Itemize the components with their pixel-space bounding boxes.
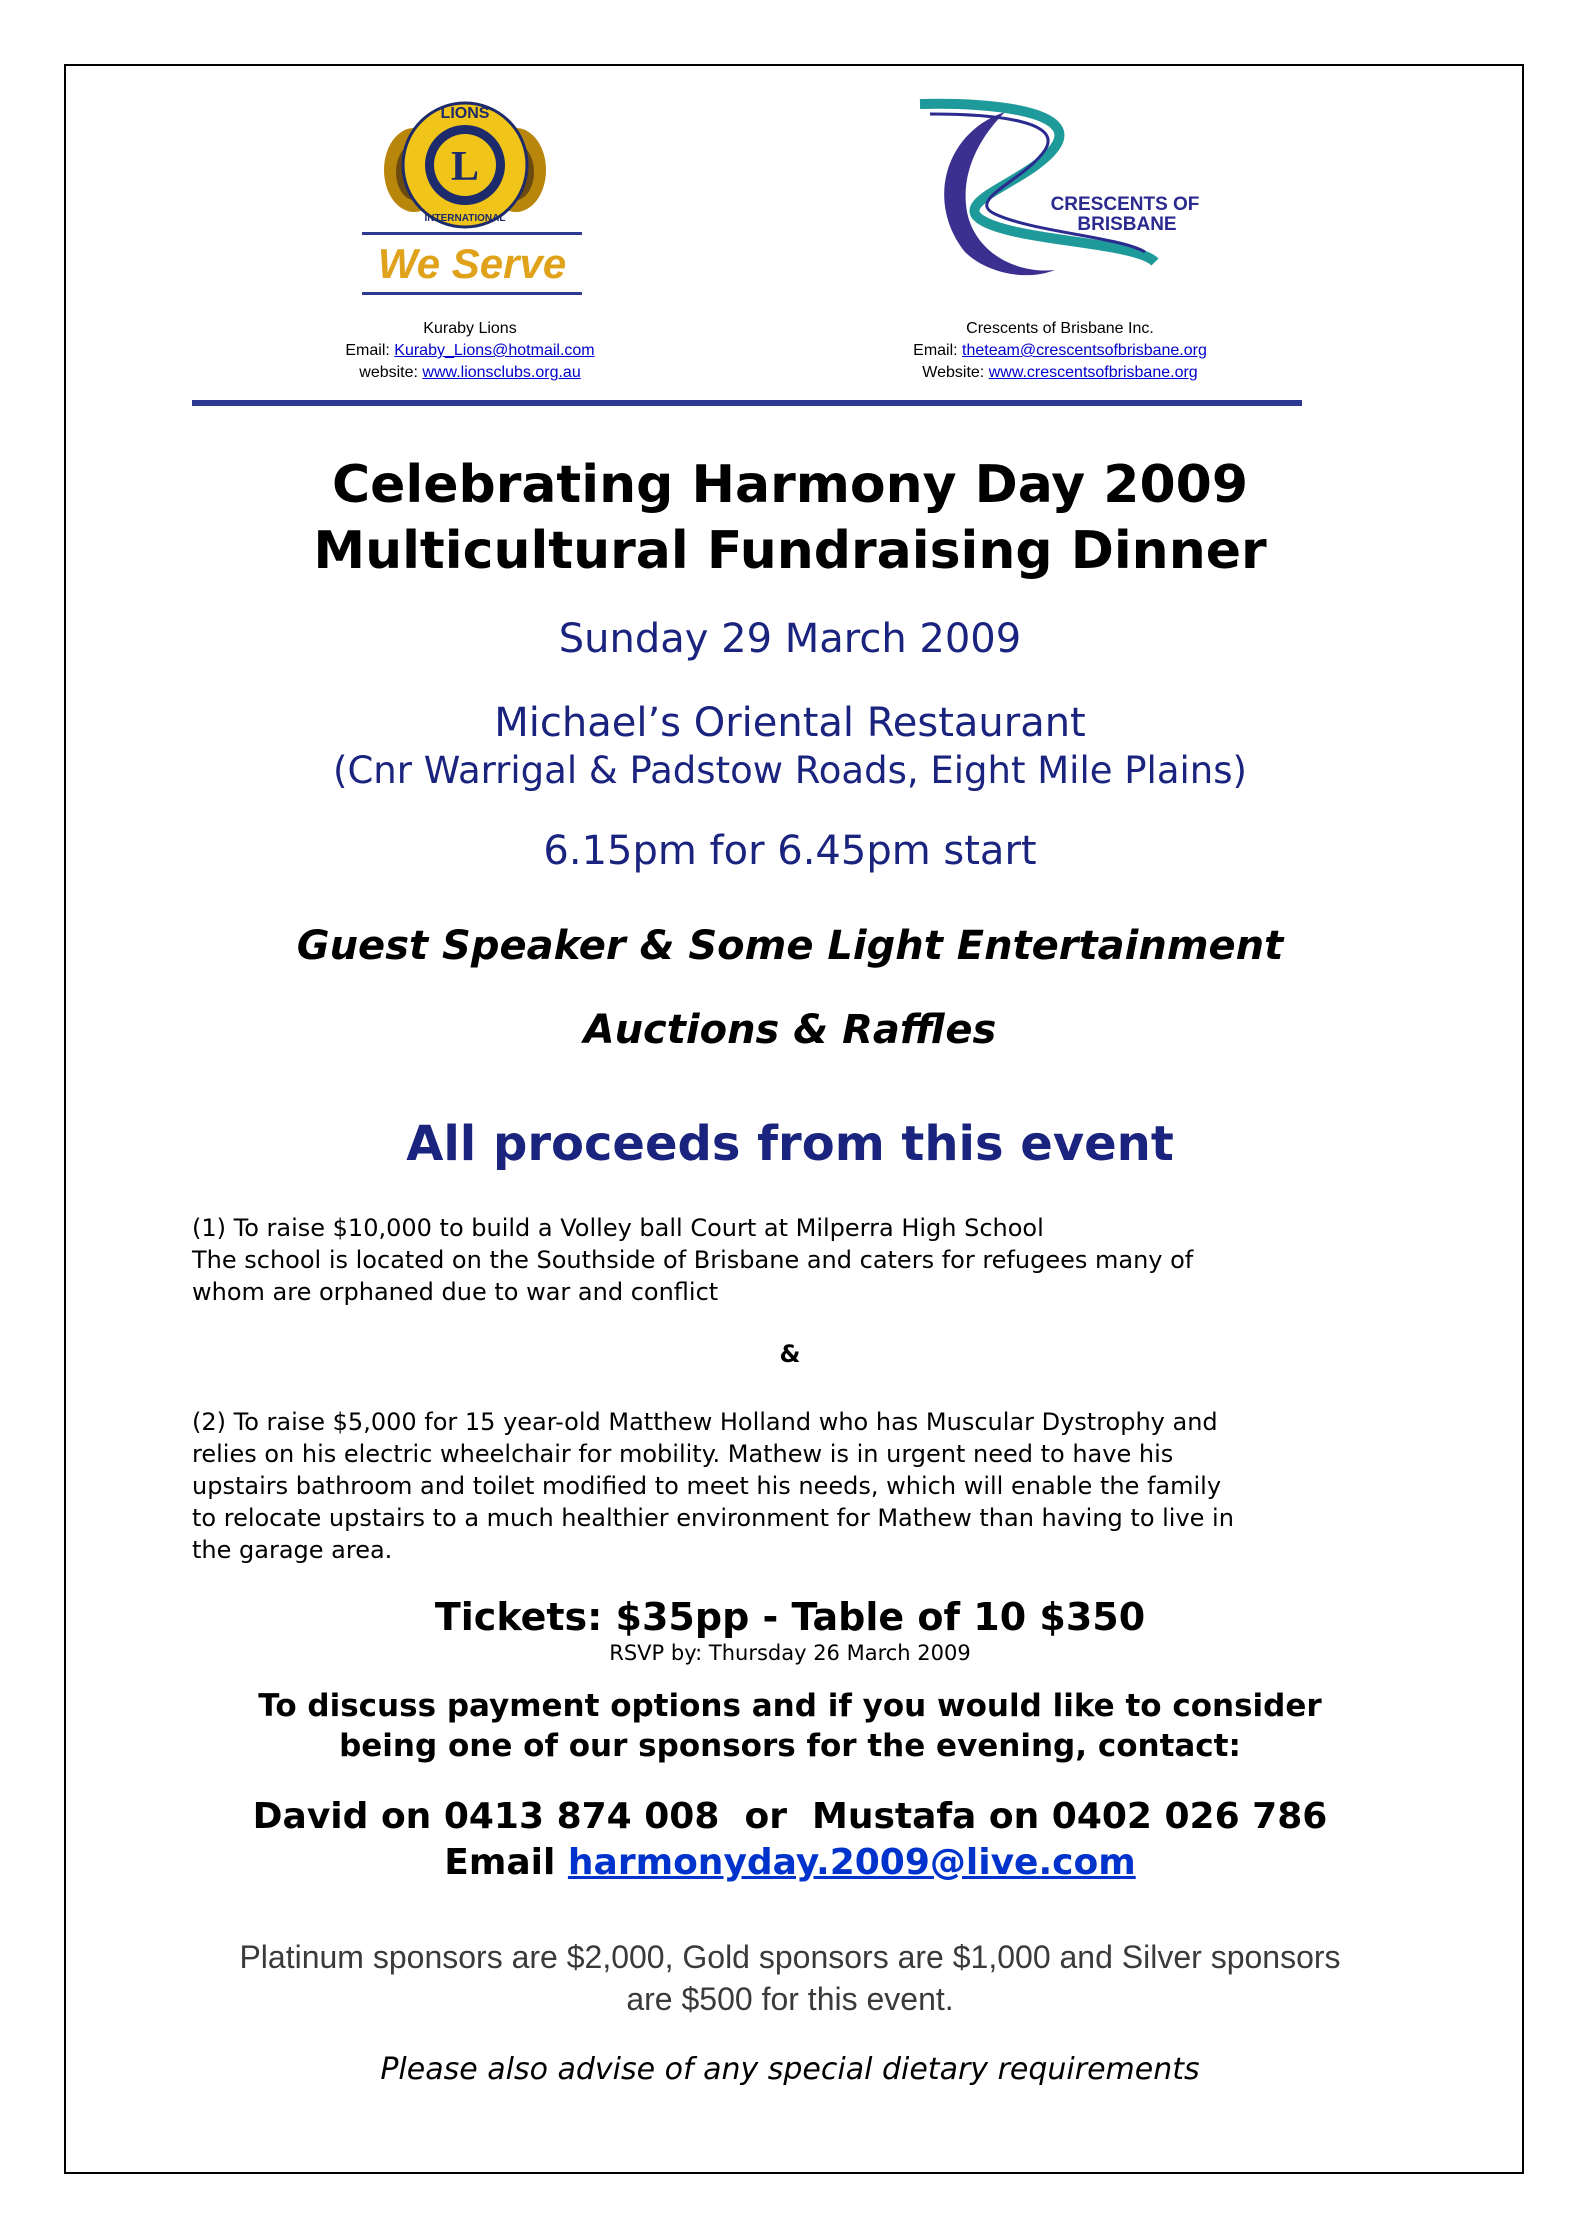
contact-phones: David on 0413 874 008 or Mustafa on 0402 026 786 [252,1796,1328,1837]
crescents-email-link[interactable]: theteam@crescentsofbrisbane.org [962,342,1207,359]
header-divider [192,400,1302,406]
crescents-name: Crescents of Brisbane Inc. [966,320,1154,337]
event-title-line2: Multicultural Fundraising Dinner [313,521,1267,581]
lions-email-label: Email: [345,342,390,359]
event-date: Sunday 29 March 2009 [558,616,1022,662]
crescents-contact [860,318,1260,384]
lions-email-row [300,340,640,362]
contact-intro-line: being one of our sponsors for the evening, contact: [339,1728,1241,1764]
lions-rule-top [362,232,582,235]
sponsors-line: are $500 for this event. [626,1981,954,2017]
lions-contact [300,318,640,384]
event-time: 6.15pm for 6.45pm start [543,828,1037,874]
lions-email-link[interactable]: Kuraby_Lions@hotmail.com [394,342,595,359]
proceeds-separator: & [779,1340,801,1368]
lions-motto: We Serve [377,240,567,287]
event-address: (Cnr Warrigal & Padstow Roads, Eight Mile Plains) [333,749,1247,792]
contact-intro-line: To discuss payment options and if you would like to consider [258,1688,1322,1724]
dietary-note: Please also advise of any special dietary requirements [380,2052,1200,2087]
crescents-logo [905,92,1215,292]
sponsors-info [0,1936,1580,2020]
proceeds-item-2-line: relies on his electric wheelchair for mobility. Mathew is in urgent need to have his [192,1440,1174,1468]
lions-name: Kuraby Lions [423,320,517,337]
contact-email-link[interactable]: harmonyday.2009@live.com [567,1842,1136,1883]
lions-website-row [300,362,640,384]
proceeds-heading: All proceeds from this event [406,1116,1174,1172]
crescents-logo-line1: CRESCENTS OF [1050,194,1200,215]
proceeds-item-2-line: upstairs bathroom and toilet modified to meet his needs, which will enable the family [192,1472,1222,1500]
crescents-email-label: Email: [913,342,958,359]
proceeds-item-2-line: the garage area. [192,1536,393,1564]
tickets-price: Tickets: $35pp - Table of 10 $350 [434,1595,1146,1639]
sponsors-line: Platinum sponsors are $2,000, Gold sponsors are $1,000 and Silver sponsors [239,1939,1341,1975]
lions-logo-letter: L [450,144,480,190]
event-highlight-speaker: Guest Speaker & Some Light Entertainment [296,923,1284,969]
proceeds-item-2-line: (2) To raise $5,000 for 15 year-old Matthew Holland who has Muscular Dystrophy and [192,1408,1218,1436]
proceeds-item-1-line: The school is located on the Southside of Brisbane and caters for refugees many of [192,1246,1194,1274]
lions-website-label: website: [359,364,418,381]
event-venue: Michael’s Oriental Restaurant [494,700,1086,746]
event-title-line1: Celebrating Harmony Day 2009 [331,455,1249,515]
crescents-website-label: Website: [922,364,985,381]
lions-logo-text-bottom: INTERNATIONAL [424,213,506,224]
lions-logo-text: LIONS [440,105,490,122]
crescents-email-row [860,340,1260,362]
proceeds-item-1-line: (1) To raise $10,000 to build a Volley ball Court at Milperra High School [192,1214,1044,1242]
crescents-website-row [860,362,1260,384]
proceeds-item-2 [192,1406,1392,1566]
proceeds-item-1 [192,1212,1392,1308]
contact-intro [0,1686,1580,1766]
contact-email-label: Email [444,1842,556,1883]
crescents-website-link[interactable]: www.crescentsofbrisbane.org [988,364,1198,381]
proceeds-item-1-line: whom are orphaned due to war and conflict [192,1278,719,1306]
event-highlight-auctions: Auctions & Raffles [583,1007,997,1053]
lions-rule-bottom [362,292,582,295]
crescents-logo-line2: BRISBANE [1077,214,1177,235]
lions-website-link[interactable]: www.lionsclubs.org.au [422,364,581,381]
proceeds-item-2-line: to relocate upstairs to a much healthier environment for Mathew than having to live in [192,1504,1234,1532]
contact-email-row [0,1840,1580,1886]
tickets-rsvp: RSVP by: Thursday 26 March 2009 [609,1641,971,1665]
lions-logo [380,90,550,240]
